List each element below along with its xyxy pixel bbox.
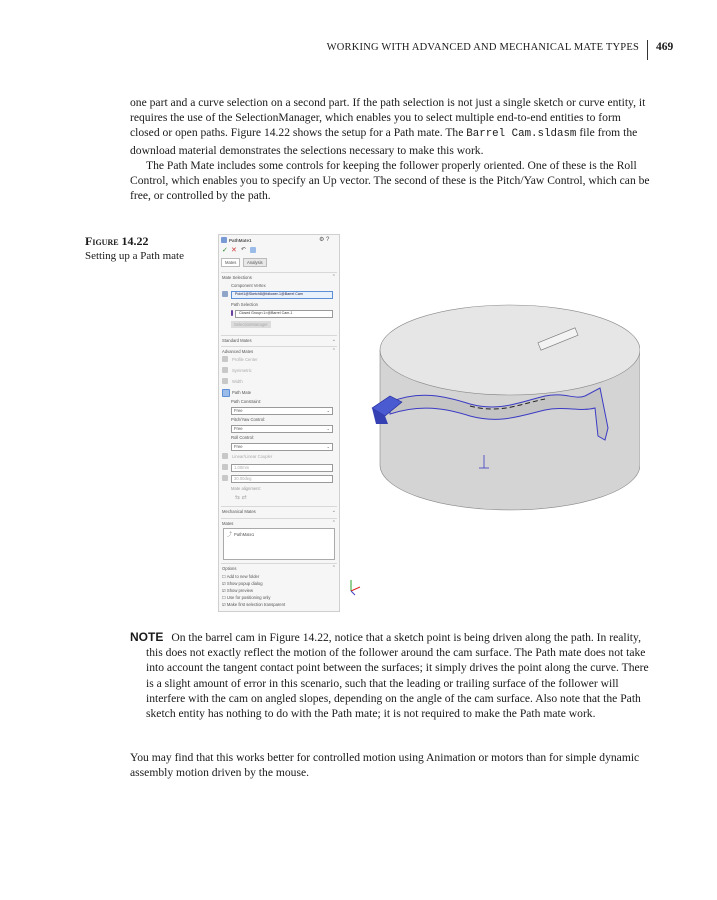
intro-paragraph-2: The Path Mate includes some controls for keeping the follower properly oriented. One of these is the Roll Control, which enables you to specify an Up vector. The second of these is the Pitch/Yaw Control, which can be free, or controlled by the path.	[130, 158, 650, 203]
path-color-swatch	[231, 310, 233, 316]
chevron-up-icon[interactable]: ⌃	[331, 520, 336, 526]
closing-text: You may find that this works better for controlled motion using Animation or motors than for simple dynamic assembly motion driven by the mouse.	[130, 751, 640, 780]
note-block	[130, 630, 650, 721]
advanced-mates-heading[interactable]: Advanced Mates	[222, 349, 254, 354]
barrel-cam-model	[350, 300, 640, 520]
page-number: 469	[656, 41, 674, 53]
chevron-down-icon: ⌄	[326, 408, 330, 413]
pitch-yaw-value: Free	[234, 426, 243, 431]
running-head-title: WORKING WITH ADVANCED AND MECHANICAL MATE TYPES	[326, 42, 639, 53]
advanced-item-symmetric[interactable]: Symmetric	[232, 368, 252, 373]
standard-mates-section	[221, 335, 337, 336]
path-mate-icon: ⤴	[227, 532, 233, 538]
running-head-divider	[647, 40, 648, 60]
roll-control-label: Roll Control:	[231, 435, 255, 440]
option-transparent[interactable]: ☑ Make first selection transparent	[222, 602, 286, 607]
option-positioning-only[interactable]: ☐ Use for positioning only	[222, 595, 271, 600]
option-add-to-new-folder[interactable]: ☐ Add to new folder	[222, 574, 260, 579]
mate-selections-section	[221, 272, 337, 273]
path-mate-property-manager	[218, 234, 340, 612]
mate-selections-heading[interactable]: Mate Selections	[222, 275, 252, 280]
intro-p1-b: file from the download material demonstrates the selections necessary to make this work.	[130, 126, 638, 157]
mate-icon	[221, 237, 227, 243]
mates-section	[221, 518, 337, 519]
undo-icon[interactable]: ↶	[241, 247, 247, 253]
distance-icon	[222, 464, 228, 470]
help-icon[interactable]: ⚙ ?	[319, 237, 330, 243]
vertex-icon	[222, 291, 228, 297]
pin-icon[interactable]	[250, 247, 256, 253]
roll-control-value: Free	[234, 444, 243, 449]
options-section	[221, 563, 337, 564]
chevron-up-icon[interactable]: ⌃	[331, 565, 336, 571]
mates-list[interactable]	[223, 528, 335, 560]
tab-analysis[interactable]: Analysis	[243, 258, 267, 267]
angle-field[interactable]	[231, 475, 333, 483]
intro-p1-a: one part and a curve selection on a second part. If the path selection is not just a single sketch or curve entity, it requires the use of the SelectionManager, which enables you to select multiple end-to-end entities to form closed or open paths. Figure 14.22 shows the setup for a Path mate. The	[130, 96, 646, 140]
selection-manager-button[interactable]: SelectionManager	[231, 321, 271, 328]
options-heading[interactable]: Options	[222, 566, 237, 571]
pitch-yaw-select[interactable]	[231, 425, 333, 433]
advanced-item-width[interactable]: Width	[232, 379, 243, 384]
tab-mates[interactable]: Mates	[221, 258, 240, 267]
note-text: On the barrel cam in Figure 14.22, notice that a sketch point is being driven along the path. In reality, this does not exactly reflect the motion of the follower around the cam surface. The Path mate does not take into account the tangent contact point between the surfaces; it simply drives the point along the curve. There is a slight amount of error in this scenario, such that the leading or trailing surface of the follower will interfere with the cam on angled slopes, depending on the angle of the cam surface. Also note that the Path sketch entity has nothing to do with the Path mate; it is not required to make the Path mate work.	[146, 631, 649, 721]
option-label: Show preview	[226, 588, 253, 593]
profile-center-icon[interactable]	[222, 356, 228, 362]
alignment-icons[interactable]: ⇆ ⇄	[235, 495, 247, 501]
mechanical-mates-heading[interactable]: Mechanical Mates	[222, 509, 256, 514]
symmetric-icon[interactable]	[222, 367, 228, 373]
component-vertex-value: Point1@Sketch8@follower-1@Barrel Cam	[235, 292, 303, 296]
option-label: Make first selection transparent	[226, 602, 286, 607]
chevron-up-icon[interactable]: ⌃	[331, 348, 336, 354]
option-show-popup[interactable]: ☑ Show popup dialog	[222, 581, 263, 586]
advanced-mates-section	[221, 346, 337, 347]
option-label: Use for positioning only	[226, 595, 271, 600]
path-constraint-value: Free	[234, 408, 243, 413]
mates-heading[interactable]: Mates	[222, 521, 234, 526]
width-icon[interactable]	[222, 378, 228, 384]
path-selection-label: Path Selection	[231, 302, 259, 307]
chevron-down-icon[interactable]: ⌄	[331, 337, 336, 343]
component-vertex-label: Component Vertex	[231, 283, 266, 288]
cam-top-face	[380, 305, 640, 395]
figure-number: Figure 14.22	[85, 234, 149, 248]
intro-text	[130, 95, 650, 203]
panel-title: PathMate1	[229, 238, 252, 243]
list-item[interactable]: PathMate1	[234, 532, 255, 537]
chevron-up-icon[interactable]: ⌃	[331, 274, 336, 280]
running-head	[0, 40, 717, 64]
angle-icon	[222, 475, 228, 481]
intro-paragraph-1	[130, 95, 650, 158]
option-label: Show popup dialog	[226, 581, 263, 586]
linear-coupler-label[interactable]: Linear/Linear Coupler	[232, 454, 273, 459]
angle-value: 30.00deg	[234, 476, 252, 481]
path-constraint-select[interactable]	[231, 407, 333, 415]
pitch-yaw-label: Pitch/Yaw Control:	[231, 417, 266, 422]
advanced-item-profile-center[interactable]: Profile Center	[232, 357, 258, 362]
path-constraint-label: Path Constraint:	[231, 399, 262, 404]
standard-mates-heading[interactable]: Standard Mates	[222, 338, 252, 343]
advanced-item-path-mate[interactable]: Path Mate	[232, 390, 252, 395]
chevron-down-icon[interactable]: ⌄	[331, 508, 336, 514]
file-name: Barrel Cam.sldasm	[466, 128, 577, 141]
cancel-icon[interactable]: ✕	[231, 247, 237, 254]
option-show-preview[interactable]: ☑ Show preview	[222, 588, 253, 593]
figure-label	[85, 234, 184, 264]
path-selection-value: Closed Group<1>@Barrel Cam-1	[239, 311, 293, 315]
chevron-down-icon: ⌄	[326, 426, 330, 431]
path-selection-field[interactable]	[235, 310, 333, 318]
ok-icon[interactable]: ✓	[222, 247, 228, 254]
figure-caption: Setting up a Path mate	[85, 250, 184, 262]
chevron-down-icon: ⌄	[326, 444, 330, 449]
coordinate-triad-icon	[346, 578, 362, 596]
note-label: NOTE	[130, 630, 164, 644]
distance-field[interactable]	[231, 464, 333, 472]
linear-coupler-icon[interactable]	[222, 453, 228, 459]
component-vertex-field[interactable]	[231, 291, 333, 299]
mechanical-mates-section	[221, 506, 337, 507]
option-label: Add to new folder	[226, 574, 260, 579]
closing-paragraph	[130, 750, 650, 780]
mate-alignment-label: Mate alignment:	[231, 486, 261, 491]
distance-value: 1.00mm	[234, 465, 250, 470]
path-mate-icon[interactable]	[222, 389, 230, 397]
roll-control-select[interactable]	[231, 443, 333, 451]
